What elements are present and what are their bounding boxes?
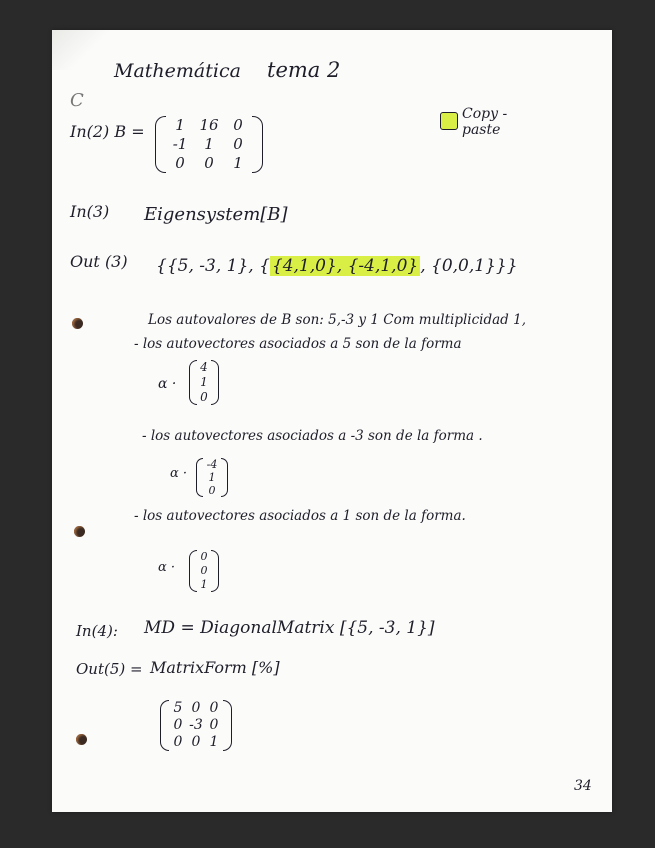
matrix-row: [170, 717, 222, 734]
matrix-cell: 0: [204, 154, 214, 172]
notes-line4: - los autovectores asociados a 1 son de la forma.: [134, 508, 466, 524]
in4-label: In(4):: [76, 622, 118, 640]
vector-entry: 4: [200, 360, 208, 374]
matrix-cell: -3: [189, 717, 203, 733]
in2-label: In(2) B =: [70, 122, 145, 141]
matrix-row: [170, 734, 222, 751]
matrix-cell: 0: [233, 135, 243, 153]
highlight-legend-swatch: [440, 112, 458, 130]
bracket-left: [155, 116, 166, 173]
out5-label: Out(5) =: [76, 660, 143, 678]
in4-code: MD = DiagonalMatrix [{5, -3, 1}]: [144, 618, 435, 638]
legend-label: [462, 106, 507, 138]
vec3-prefix: α ·: [158, 560, 176, 575]
bracket-right: [252, 116, 263, 173]
matrix-row: [167, 154, 251, 173]
matrix-cell: 5: [173, 700, 183, 716]
vec1-prefix: α ·: [158, 376, 177, 392]
bracket-right: [223, 700, 232, 751]
matrix-cell: 1: [233, 154, 243, 172]
matrix-cell: 0: [209, 700, 219, 716]
punch-hole: [76, 734, 87, 745]
matrix-cell: 0: [233, 116, 243, 134]
bracket-right: [211, 360, 219, 405]
bracket-right: [221, 458, 228, 497]
bracket-left: [160, 700, 169, 751]
out3-suffix: , {0,0,1}}}: [420, 256, 518, 276]
page-topic: tema 2: [267, 58, 341, 82]
matrix-cell: 0: [191, 734, 201, 750]
vector-entry: 0: [200, 390, 208, 404]
matrix-cell: -1: [172, 135, 188, 153]
vector-entry: 0: [208, 484, 216, 497]
matrix-cell: 0: [191, 700, 201, 716]
vector-entry: 1: [208, 471, 216, 484]
diagonal-matrix: [170, 700, 222, 751]
notes-line2: - los autovectores asociados a 5 son de la forma: [134, 336, 462, 352]
matrix-row: [170, 700, 222, 717]
notes-line3: - los autovectores asociados a -3 son de la forma .: [142, 428, 483, 444]
matrix-cell: 1: [209, 734, 219, 750]
bracket-left: [189, 360, 197, 405]
vector-entry: 1: [200, 375, 208, 389]
punch-hole: [72, 318, 83, 329]
out3-label: Out (3): [70, 252, 128, 271]
matrix-cell: 16: [199, 116, 219, 134]
matrix-cell: 1: [204, 135, 214, 153]
bracket-left: [196, 458, 203, 497]
bracket-right: [211, 550, 219, 592]
matrix-cell: 0: [209, 717, 219, 733]
in3-label: In(3): [70, 202, 110, 221]
matrix-cell: 0: [173, 734, 183, 750]
legend-label-line2: paste: [462, 122, 501, 138]
matrix-row: [167, 135, 251, 154]
notes-line1: Los autovalores de B son: 5,-3 y 1 Com multiplicidad 1,: [148, 312, 526, 328]
out3-prefix: {{5, -3, 1}, {: [156, 256, 270, 276]
page-title: Mathemática: [114, 60, 241, 82]
out5-code: MatrixForm [%]: [150, 658, 280, 677]
matrix-row: [167, 116, 251, 135]
matrix-b: [167, 116, 251, 173]
vector-entry: 1: [200, 578, 208, 591]
legend-label-line1: Copy -: [462, 106, 508, 122]
page-number: 34: [574, 778, 592, 794]
matrix-cell: 0: [173, 717, 183, 733]
in3-code: Eigensystem[B]: [144, 204, 288, 225]
vector-entry: -4: [206, 458, 218, 471]
out3-highlighted: {4,1,0}, {-4,1,0}: [271, 256, 419, 276]
vector-2: [204, 458, 220, 497]
notebook-page: [52, 30, 612, 812]
margin-mark: C: [70, 90, 84, 111]
out3-result: [156, 256, 518, 276]
vector-1: [198, 360, 210, 405]
matrix-cell: 0: [175, 154, 185, 172]
page-fold-corner: [52, 30, 112, 70]
vector-entry: 0: [200, 564, 208, 577]
bracket-left: [189, 550, 197, 592]
vector-3: [198, 550, 210, 592]
vector-entry: 0: [200, 550, 208, 563]
punch-hole: [74, 526, 85, 537]
vec2-prefix: α ·: [170, 466, 188, 481]
matrix-cell: 1: [175, 116, 185, 134]
